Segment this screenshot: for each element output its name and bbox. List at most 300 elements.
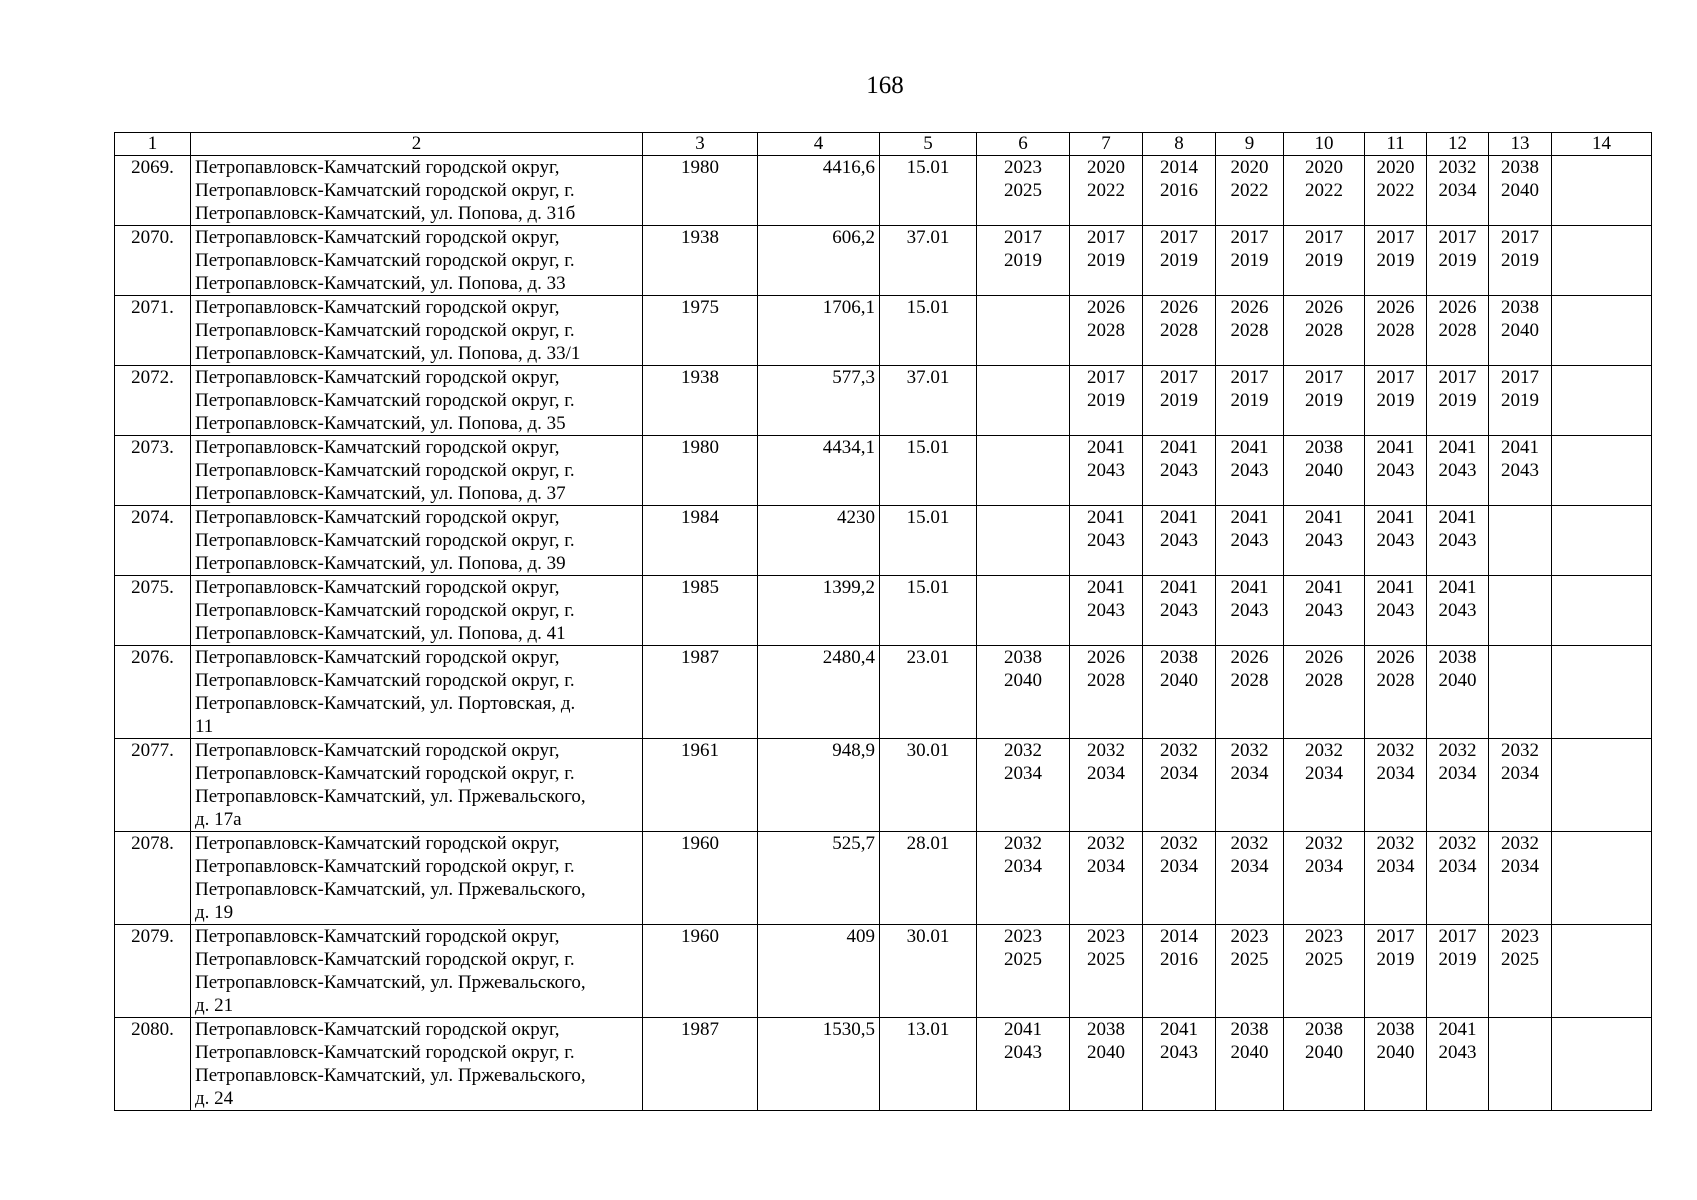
row-number: 2080.	[115, 1018, 191, 1111]
address-line: Петропавловск-Камчатский городской округ, г.	[195, 250, 575, 271]
address-line: д. 19	[195, 902, 234, 923]
address-cell	[191, 156, 643, 226]
period-cell-c10	[1284, 1018, 1365, 1111]
period-year: 2041	[1438, 577, 1477, 598]
period-cell-c6	[977, 436, 1070, 506]
period-year: 2025	[1087, 949, 1125, 970]
period-year: 2043	[1160, 600, 1198, 621]
period-cell-c6	[977, 576, 1070, 646]
period-cell-c8	[1143, 925, 1216, 1018]
code-cell: 30.01	[880, 739, 977, 832]
period-year: 2041	[1004, 1019, 1042, 1040]
row-number: 2075.	[115, 576, 191, 646]
period-cell-c13	[1489, 1018, 1552, 1111]
row-number: 2071.	[115, 296, 191, 366]
table-row	[115, 506, 1652, 576]
period-year: 2019	[1438, 949, 1477, 970]
year-built-cell: 1985	[643, 576, 758, 646]
period-cell-c6	[977, 366, 1070, 436]
period-year: 2017	[1438, 926, 1477, 947]
period-year: 2028	[1305, 670, 1343, 691]
table-row	[115, 156, 1652, 226]
period-year: 2017	[1160, 227, 1198, 248]
period-year: 2025	[1004, 180, 1042, 201]
period-cell-c7	[1070, 925, 1143, 1018]
period-year: 2034	[1501, 856, 1539, 877]
period-year: 2025	[1501, 949, 1539, 970]
period-year: 2041	[1376, 507, 1415, 528]
period-year: 2043	[1160, 460, 1198, 481]
period-cell-c12	[1427, 925, 1489, 1018]
period-year: 2019	[1501, 250, 1539, 271]
period-year: 2043	[1438, 460, 1477, 481]
period-cell-c8	[1143, 436, 1216, 506]
period-year: 2017	[1438, 227, 1477, 248]
period-cell-c14	[1552, 436, 1652, 506]
area-cell: 577,3	[758, 366, 880, 436]
period-cell-c7	[1070, 366, 1143, 436]
column-header: 10	[1284, 133, 1365, 156]
period-cell-c6	[977, 296, 1070, 366]
period-year: 2043	[1087, 530, 1125, 551]
period-year: 2019	[1438, 390, 1477, 411]
address-line: д. 17а	[195, 809, 242, 830]
period-year: 2040	[1305, 1042, 1343, 1063]
period-year: 2043	[1376, 600, 1415, 621]
year-built-cell: 1938	[643, 366, 758, 436]
period-year: 2034	[1160, 856, 1198, 877]
period-cell-c9	[1216, 156, 1284, 226]
period-cell-c10	[1284, 646, 1365, 739]
period-cell-c10	[1284, 925, 1365, 1018]
period-year: 2017	[1376, 227, 1415, 248]
period-year: 2043	[1305, 530, 1343, 551]
code-cell: 37.01	[880, 226, 977, 296]
period-cell-c6	[977, 739, 1070, 832]
year-built-cell: 1960	[643, 925, 758, 1018]
period-year: 2040	[1438, 670, 1477, 691]
table-row	[115, 366, 1652, 436]
period-year: 2017	[1376, 926, 1415, 947]
area-cell: 1530,5	[758, 1018, 880, 1111]
period-year: 2026	[1160, 297, 1198, 318]
period-cell-c8	[1143, 156, 1216, 226]
year-built-cell: 1938	[643, 226, 758, 296]
period-year: 2041	[1160, 507, 1198, 528]
header-row	[115, 133, 1652, 156]
period-year: 2034	[1376, 763, 1415, 784]
period-year: 2040	[1230, 1042, 1269, 1063]
period-cell-c11	[1365, 1018, 1427, 1111]
period-year: 2019	[1087, 390, 1125, 411]
period-year: 2034	[1438, 856, 1477, 877]
period-cell-c13	[1489, 296, 1552, 366]
period-year: 2017	[1501, 227, 1539, 248]
period-cell-c10	[1284, 739, 1365, 832]
address-line: Петропавловск-Камчатский городской округ,	[195, 157, 560, 178]
period-cell-c14	[1552, 925, 1652, 1018]
address-line: 11	[195, 716, 214, 737]
column-header: 8	[1143, 133, 1216, 156]
period-year: 2022	[1087, 180, 1125, 201]
address-cell	[191, 366, 643, 436]
period-year: 2034	[1087, 763, 1125, 784]
period-year: 2040	[1160, 670, 1198, 691]
code-cell: 15.01	[880, 576, 977, 646]
period-year: 2019	[1230, 390, 1269, 411]
address-line: д. 21	[195, 995, 234, 1016]
period-year: 2020	[1376, 157, 1415, 178]
period-cell-c13	[1489, 925, 1552, 1018]
period-year: 2043	[1230, 600, 1269, 621]
period-year: 2028	[1376, 320, 1415, 341]
period-cell-c7	[1070, 646, 1143, 739]
address-line: Петропавловск-Камчатский городской округ,	[195, 926, 560, 947]
period-cell-c9	[1216, 506, 1284, 576]
period-year: 2026	[1087, 297, 1125, 318]
period-year: 2023	[1230, 926, 1269, 947]
address-line: Петропавловск-Камчатский городской округ, г.	[195, 1042, 575, 1063]
period-year: 2038	[1438, 647, 1477, 668]
address-line: Петропавловск-Камчатский, ул. Попова, д. 39	[195, 553, 566, 574]
period-cell-c9	[1216, 576, 1284, 646]
period-year: 2017	[1087, 227, 1125, 248]
period-year: 2032	[1160, 740, 1198, 761]
row-number: 2074.	[115, 506, 191, 576]
area-cell: 525,7	[758, 832, 880, 925]
period-year: 2032	[1501, 833, 1539, 854]
address-cell	[191, 296, 643, 366]
column-header: 3	[643, 133, 758, 156]
period-cell-c7	[1070, 832, 1143, 925]
period-year: 2034	[1004, 856, 1042, 877]
address-line: Петропавловск-Камчатский городской округ,	[195, 740, 560, 761]
period-cell-c8	[1143, 739, 1216, 832]
period-year: 2032	[1438, 157, 1477, 178]
period-cell-c7	[1070, 576, 1143, 646]
column-header: 12	[1427, 133, 1489, 156]
period-year: 2043	[1376, 460, 1415, 481]
period-cell-c6	[977, 1018, 1070, 1111]
period-year: 2038	[1501, 297, 1539, 318]
period-year: 2019	[1438, 250, 1477, 271]
period-year: 2022	[1305, 180, 1343, 201]
address-line: Петропавловск-Камчатский городской округ, г.	[195, 856, 575, 877]
period-cell-c14	[1552, 1018, 1652, 1111]
year-built-cell: 1975	[643, 296, 758, 366]
column-header: 6	[977, 133, 1070, 156]
code-cell: 23.01	[880, 646, 977, 739]
address-line: Петропавловск-Камчатский городской округ, г.	[195, 460, 575, 481]
period-cell-c9	[1216, 366, 1284, 436]
period-cell-c8	[1143, 296, 1216, 366]
period-year: 2040	[1004, 670, 1042, 691]
period-year: 2043	[1004, 1042, 1042, 1063]
period-cell-c11	[1365, 832, 1427, 925]
period-year: 2034	[1230, 856, 1269, 877]
period-year: 2026	[1376, 647, 1415, 668]
period-year: 2034	[1438, 180, 1477, 201]
period-cell-c9	[1216, 296, 1284, 366]
address-line: Петропавловск-Камчатский, ул. Попова, д. 33	[195, 273, 566, 294]
row-number: 2070.	[115, 226, 191, 296]
period-cell-c13	[1489, 576, 1552, 646]
period-year: 2014	[1160, 926, 1198, 947]
address-cell	[191, 1018, 643, 1111]
period-year: 2034	[1305, 856, 1343, 877]
period-year: 2023	[1305, 926, 1343, 947]
address-line: Петропавловск-Камчатский, ул. Попова, д. 37	[195, 483, 566, 504]
column-header: 13	[1489, 133, 1552, 156]
period-year: 2032	[1087, 740, 1125, 761]
period-cell-c9	[1216, 226, 1284, 296]
period-year: 2019	[1087, 250, 1125, 271]
area-cell: 1399,2	[758, 576, 880, 646]
period-cell-c14	[1552, 832, 1652, 925]
period-year: 2041	[1501, 437, 1539, 458]
period-year: 2020	[1087, 157, 1125, 178]
period-year: 2026	[1087, 647, 1125, 668]
period-year: 2043	[1230, 530, 1269, 551]
period-year: 2043	[1438, 600, 1477, 621]
area-cell: 1706,1	[758, 296, 880, 366]
period-year: 2034	[1501, 763, 1539, 784]
period-year: 2041	[1160, 437, 1198, 458]
period-year: 2043	[1160, 1042, 1198, 1063]
period-year: 2038	[1087, 1019, 1125, 1040]
period-year: 2034	[1004, 763, 1042, 784]
table-row	[115, 1018, 1652, 1111]
period-cell-c7	[1070, 436, 1143, 506]
period-year: 2032	[1087, 833, 1125, 854]
address-line: Петропавловск-Камчатский городской округ,	[195, 227, 560, 248]
period-cell-c6	[977, 226, 1070, 296]
address-line: Петропавловск-Камчатский, ул. Пржевальского,	[195, 972, 586, 993]
column-header: 7	[1070, 133, 1143, 156]
address-line: Петропавловск-Камчатский, ул. Попова, д. 33/1	[195, 343, 581, 364]
period-cell-c13	[1489, 832, 1552, 925]
period-year: 2040	[1087, 1042, 1125, 1063]
period-cell-c7	[1070, 296, 1143, 366]
period-year: 2038	[1004, 647, 1042, 668]
code-cell: 15.01	[880, 296, 977, 366]
period-cell-c8	[1143, 646, 1216, 739]
address-line: Петропавловск-Камчатский городской округ,	[195, 297, 560, 318]
table-row	[115, 436, 1652, 506]
period-cell-c12	[1427, 739, 1489, 832]
period-cell-c9	[1216, 436, 1284, 506]
period-year: 2041	[1376, 577, 1415, 598]
register-table	[114, 132, 1652, 1111]
period-year: 2019	[1004, 250, 1042, 271]
period-year: 2017	[1376, 367, 1415, 388]
period-year: 2032	[1305, 833, 1343, 854]
period-year: 2041	[1230, 577, 1269, 598]
period-year: 2043	[1438, 530, 1477, 551]
address-cell	[191, 739, 643, 832]
period-year: 2017	[1501, 367, 1539, 388]
period-cell-c9	[1216, 646, 1284, 739]
period-cell-c12	[1427, 832, 1489, 925]
period-cell-c10	[1284, 296, 1365, 366]
column-header: 4	[758, 133, 880, 156]
period-year: 2022	[1376, 180, 1415, 201]
period-cell-c10	[1284, 226, 1365, 296]
address-line: Петропавловск-Камчатский, ул. Попова, д. 31б	[195, 203, 576, 224]
period-year: 2040	[1501, 320, 1539, 341]
period-year: 2016	[1160, 949, 1198, 970]
period-year: 2020	[1305, 157, 1343, 178]
address-line: Петропавловск-Камчатский городской округ,	[195, 437, 560, 458]
period-year: 2041	[1087, 507, 1125, 528]
period-cell-c6	[977, 156, 1070, 226]
address-line: Петропавловск-Камчатский городской округ,	[195, 577, 560, 598]
period-cell-c12	[1427, 576, 1489, 646]
period-cell-c6	[977, 925, 1070, 1018]
period-cell-c12	[1427, 156, 1489, 226]
period-cell-c11	[1365, 506, 1427, 576]
code-cell: 13.01	[880, 1018, 977, 1111]
period-year: 2028	[1087, 670, 1125, 691]
column-header: 2	[191, 133, 643, 156]
period-year: 2043	[1230, 460, 1269, 481]
column-header: 1	[115, 133, 191, 156]
period-year: 2032	[1305, 740, 1343, 761]
period-year: 2041	[1230, 507, 1269, 528]
period-year: 2034	[1087, 856, 1125, 877]
period-cell-c7	[1070, 739, 1143, 832]
address-line: Петропавловск-Камчатский городской округ,	[195, 833, 560, 854]
row-number: 2069.	[115, 156, 191, 226]
period-year: 2038	[1305, 437, 1343, 458]
period-year: 2017	[1305, 367, 1343, 388]
area-cell: 4230	[758, 506, 880, 576]
period-year: 2017	[1087, 367, 1125, 388]
period-cell-c14	[1552, 296, 1652, 366]
period-year: 2017	[1230, 367, 1269, 388]
table-row	[115, 576, 1652, 646]
period-cell-c8	[1143, 576, 1216, 646]
period-year: 2026	[1438, 297, 1477, 318]
row-number: 2073.	[115, 436, 191, 506]
period-year: 2017	[1230, 227, 1269, 248]
period-year: 2043	[1305, 600, 1343, 621]
table-row	[115, 739, 1652, 832]
period-year: 2043	[1376, 530, 1415, 551]
code-cell: 37.01	[880, 366, 977, 436]
period-year: 2041	[1230, 437, 1269, 458]
period-year: 2017	[1004, 227, 1042, 248]
period-cell-c13	[1489, 436, 1552, 506]
period-cell-c12	[1427, 226, 1489, 296]
code-cell: 15.01	[880, 436, 977, 506]
period-year: 2043	[1501, 460, 1539, 481]
address-cell	[191, 506, 643, 576]
period-cell-c11	[1365, 646, 1427, 739]
address-line: Петропавловск-Камчатский, ул. Попова, д. 35	[195, 413, 566, 434]
address-line: Петропавловск-Камчатский, ул. Пржевальского,	[195, 786, 586, 807]
period-year: 2016	[1160, 180, 1198, 201]
period-year: 2043	[1087, 460, 1125, 481]
period-year: 2019	[1305, 390, 1343, 411]
period-year: 2041	[1087, 577, 1125, 598]
period-cell-c10	[1284, 576, 1365, 646]
period-cell-c11	[1365, 925, 1427, 1018]
area-cell: 2480,4	[758, 646, 880, 739]
address-line: Петропавловск-Камчатский городской округ,	[195, 367, 560, 388]
period-year: 2026	[1230, 647, 1269, 668]
period-year: 2041	[1160, 577, 1198, 598]
address-line: Петропавловск-Камчатский городской округ, г.	[195, 390, 575, 411]
period-year: 2025	[1305, 949, 1343, 970]
period-year: 2041	[1438, 507, 1477, 528]
address-line: Петропавловск-Камчатский, ул. Попова, д. 41	[195, 623, 566, 644]
period-cell-c12	[1427, 296, 1489, 366]
period-year: 2032	[1160, 833, 1198, 854]
address-cell	[191, 925, 643, 1018]
period-year: 2032	[1004, 740, 1042, 761]
period-year: 2019	[1305, 250, 1343, 271]
period-year: 2019	[1230, 250, 1269, 271]
period-cell-c9	[1216, 832, 1284, 925]
address-line: Петропавловск-Камчатский городской округ,	[195, 647, 560, 668]
area-cell: 948,9	[758, 739, 880, 832]
period-year: 2032	[1230, 740, 1269, 761]
period-cell-c11	[1365, 156, 1427, 226]
period-year: 2019	[1376, 949, 1415, 970]
period-cell-c11	[1365, 576, 1427, 646]
address-cell	[191, 226, 643, 296]
period-year: 2041	[1305, 507, 1343, 528]
period-year: 2032	[1230, 833, 1269, 854]
period-cell-c10	[1284, 366, 1365, 436]
row-number: 2079.	[115, 925, 191, 1018]
period-year: 2032	[1438, 833, 1477, 854]
period-year: 2032	[1004, 833, 1042, 854]
address-line: Петропавловск-Камчатский городской округ,	[195, 507, 560, 528]
period-cell-c11	[1365, 296, 1427, 366]
period-cell-c7	[1070, 226, 1143, 296]
area-cell: 4434,1	[758, 436, 880, 506]
period-year: 2028	[1230, 320, 1269, 341]
period-year: 2025	[1004, 949, 1042, 970]
period-cell-c12	[1427, 436, 1489, 506]
period-year: 2019	[1501, 390, 1539, 411]
address-cell	[191, 436, 643, 506]
period-cell-c14	[1552, 506, 1652, 576]
table-row	[115, 925, 1652, 1018]
period-cell-c11	[1365, 436, 1427, 506]
period-cell-c8	[1143, 1018, 1216, 1111]
period-year: 2040	[1305, 460, 1343, 481]
address-cell	[191, 646, 643, 739]
period-year: 2023	[1501, 926, 1539, 947]
period-cell-c8	[1143, 832, 1216, 925]
period-year: 2019	[1160, 390, 1198, 411]
period-year: 2028	[1305, 320, 1343, 341]
period-year: 2038	[1501, 157, 1539, 178]
period-year: 2019	[1160, 250, 1198, 271]
period-year: 2032	[1501, 740, 1539, 761]
address-line: Петропавловск-Камчатский городской округ, г.	[195, 180, 575, 201]
period-year: 2019	[1376, 390, 1415, 411]
period-cell-c14	[1552, 156, 1652, 226]
period-year: 2022	[1230, 180, 1269, 201]
row-number: 2072.	[115, 366, 191, 436]
period-cell-c10	[1284, 436, 1365, 506]
address-cell	[191, 576, 643, 646]
period-cell-c9	[1216, 925, 1284, 1018]
